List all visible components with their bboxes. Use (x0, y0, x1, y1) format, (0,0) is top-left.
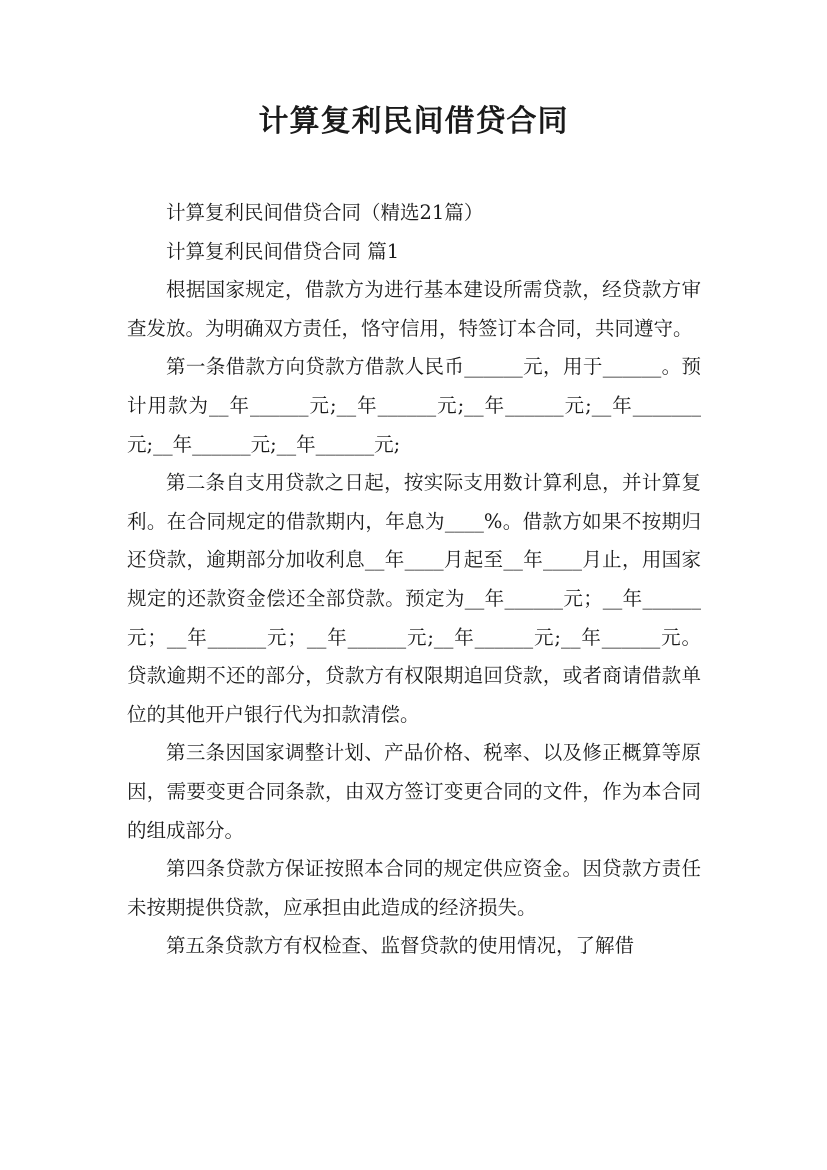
article-5-paragraph: 第五条贷款方有权检查、监督贷款的使用情况，了解借 (166, 934, 635, 958)
article-3-paragraph: 第三条因国家调整计划、产品价格、税率、以及修正概算等原因，需要变更合同条款，由双方签订变更合同的文件，作为本合同的组成部分。 (127, 741, 701, 842)
article-4-paragraph: 第四条贷款方保证按照本合同的规定供应资金。因贷款方责任未按期提供贷款，应承担由此造成的经济损失。 (127, 857, 701, 919)
document-title: 计算复利民间借贷合同 (258, 104, 569, 139)
subtitle-line: 计算复利民间借贷合同（精选21篇） (166, 201, 484, 224)
document-body (127, 194, 701, 966)
article-2-paragraph: 第二条自支用贷款之日起，按实际支用数计算利息，并计算复利。在合同规定的借款期内，年息为____%。借款方如果不按期归还贷款，逾期部分加收利息__年____月起至__年____月止，用国家规定的还款资金偿还全部贷款。预定为__年______元；__年______元；__年______元；__年______元;__年______元;__年______元。贷款逾期不还的部分，贷款方有权限期追回贷款，或者商请借款单位的其他开户银行代为扣款清偿。 (127, 471, 701, 726)
preamble-paragraph: 根据国家规定，借款方为进行基本建设所需贷款，经贷款方审查发放。为明确双方责任，恪守信用，特签订本合同，共同遵守。 (127, 278, 701, 340)
section-heading: 计算复利民间借贷合同 篇1 (166, 239, 400, 263)
article-1-paragraph: 第一条借款方向贷款方借款人民币______元，用于______。预计用款为__年______元;__年______元;__年______元;__年_______元;__年______元;__年______元; (127, 355, 701, 456)
